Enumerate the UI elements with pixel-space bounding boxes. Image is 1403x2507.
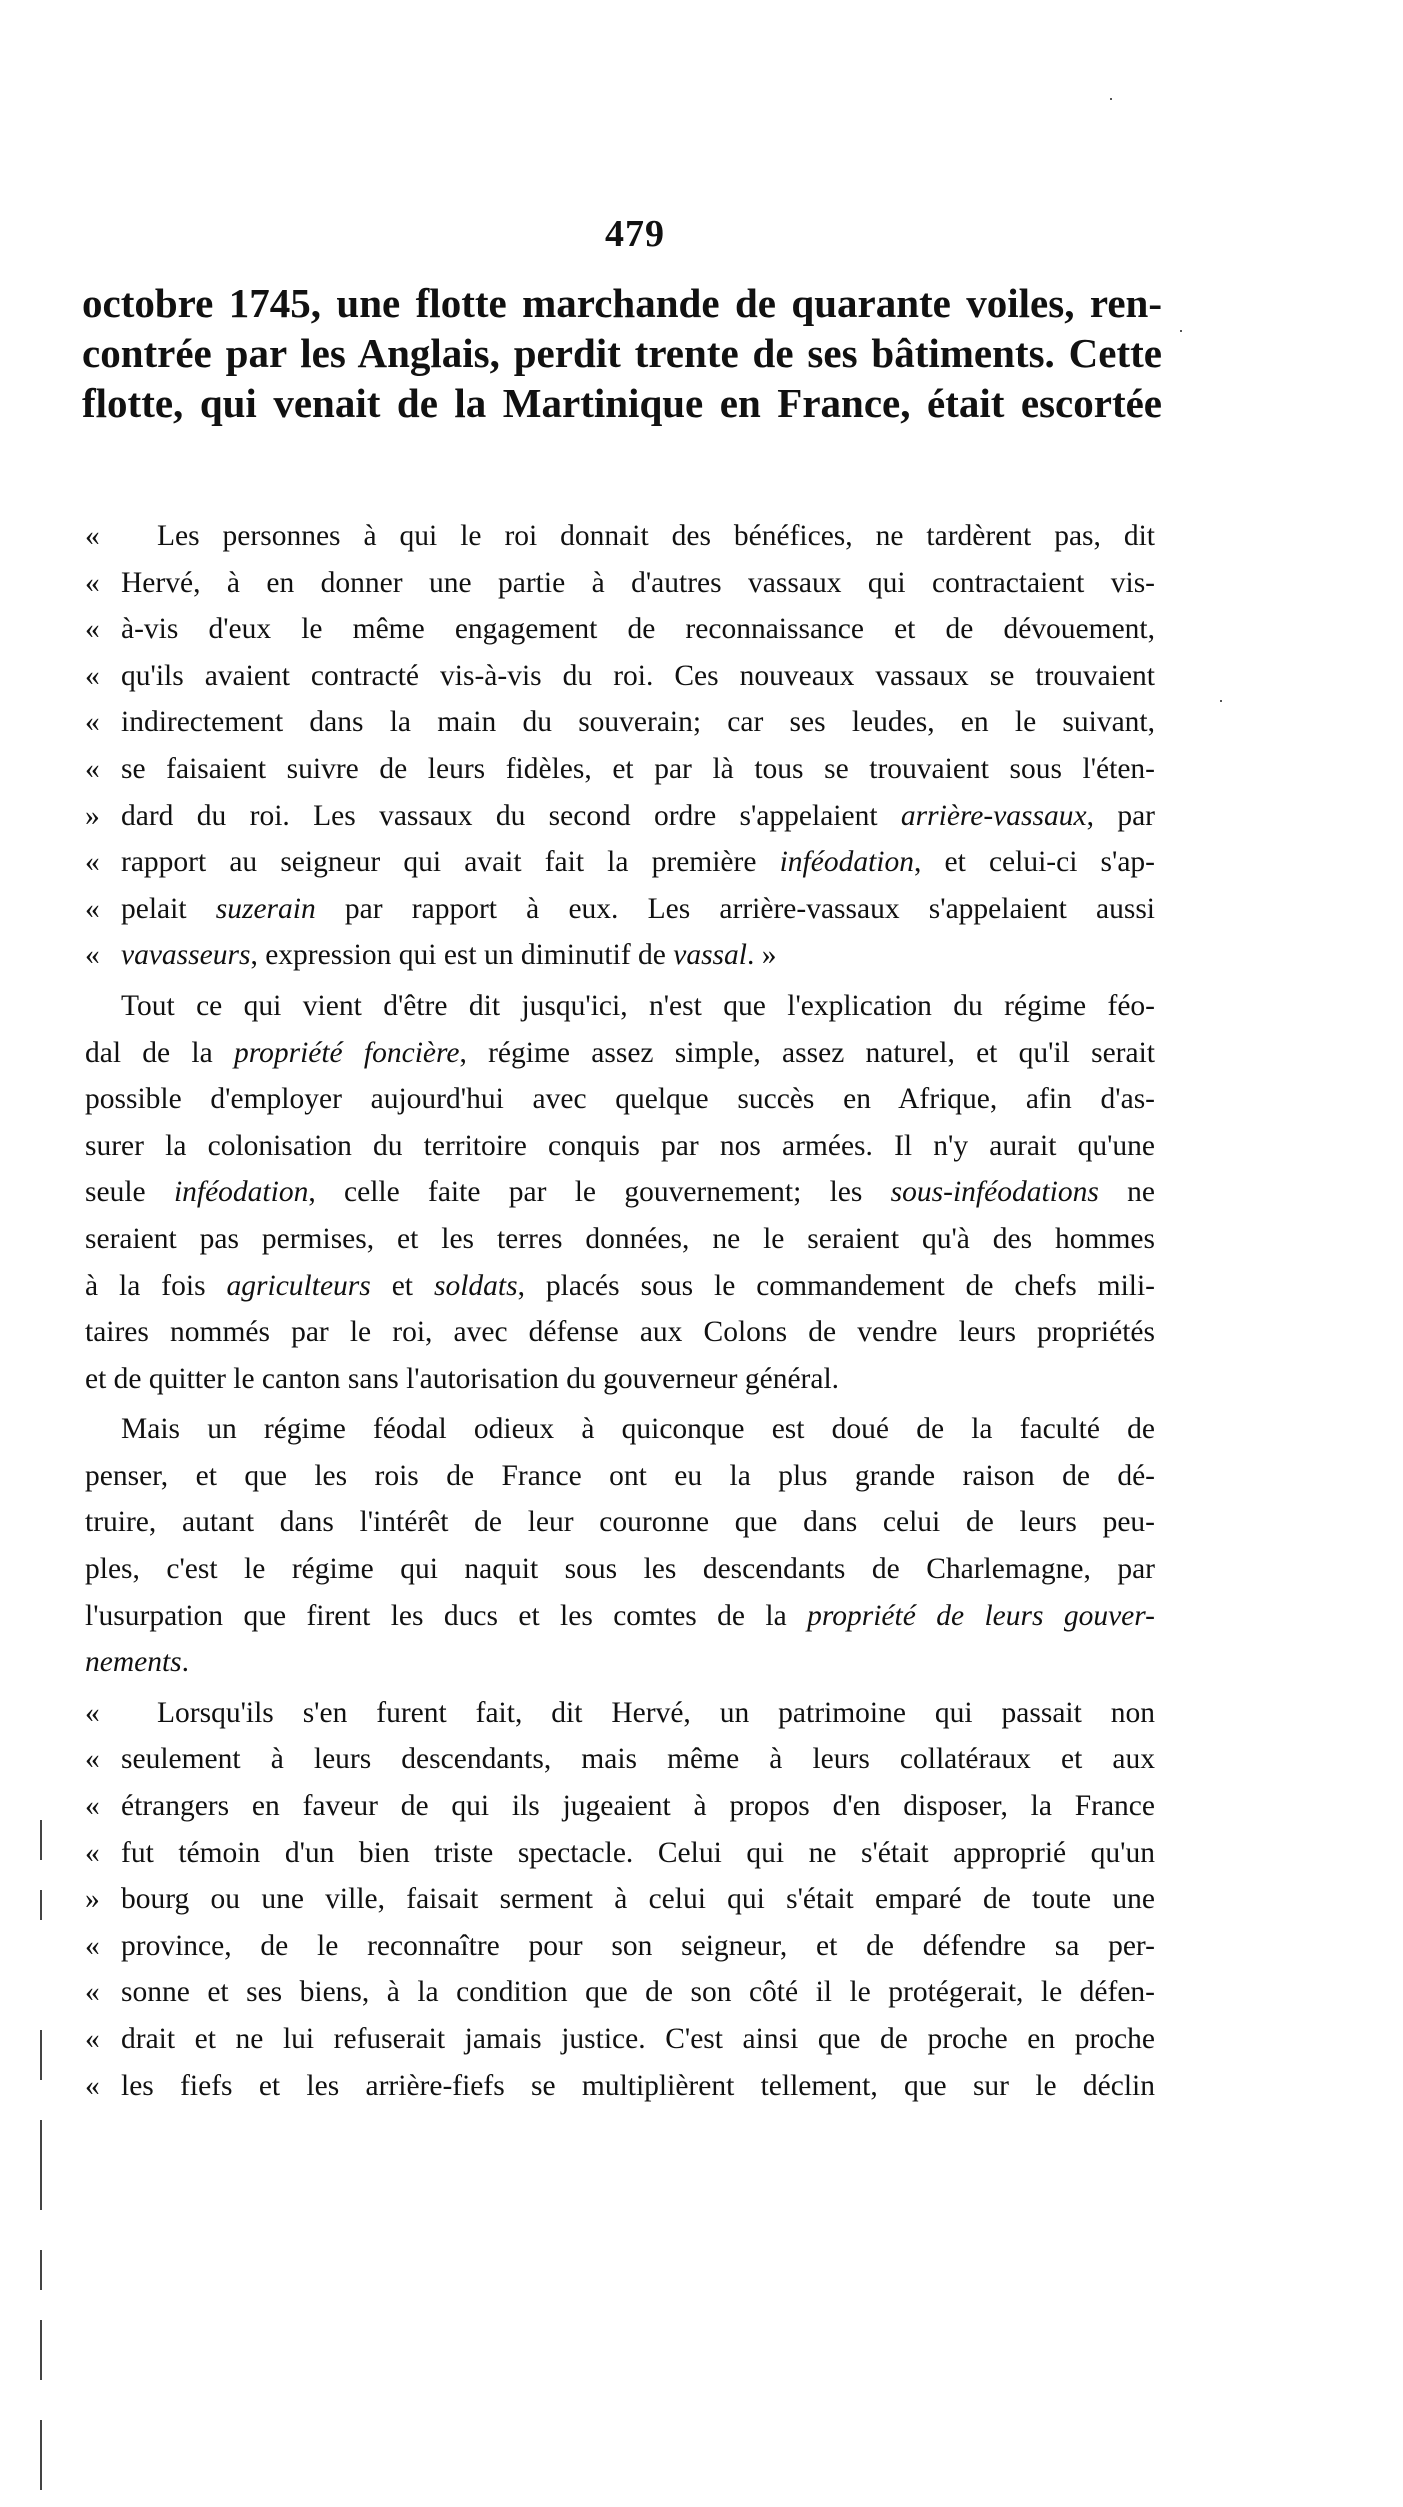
text-run: fut témoin d'un bien triste spectacle. Celui qui ne s'était approprié qu'un [121, 1836, 1155, 1869]
text-run: seule [85, 1176, 174, 1209]
italic-term: sous-inféodations [890, 1176, 1099, 1209]
lead-line: octobre 1745, une flotte marchande de quarante voiles, ren- [82, 280, 1162, 326]
text-run: ples, c'est le régime qui naquit sous les descendants de Charlemagne, par [85, 1553, 1155, 1586]
text-run: truire, autant dans l'intérêt de leur couronne que dans celui de leurs peu- [85, 1506, 1155, 1539]
scan-mark [40, 2420, 42, 2490]
quote-mark: « [85, 1790, 100, 1823]
text-line [85, 1546, 1155, 1593]
text-line [85, 1076, 1155, 1123]
text-run: seulement à leurs descendants, mais même à leurs collatéraux et aux [121, 1743, 1155, 1776]
scan-mark [40, 1890, 42, 1920]
text-line [85, 2016, 1155, 2063]
text-run: étrangers en faveur de qui ils jugeaient à propos d'en disposer, la France [121, 1790, 1155, 1823]
quote-mark: « [85, 892, 100, 925]
text-line [85, 839, 1155, 886]
quote-mark: « [85, 613, 100, 646]
text-run: Mais un régime féodal odieux à quiconque est doué de la faculté de [121, 1413, 1155, 1446]
quote-mark: « [85, 846, 100, 879]
text-run: dal de la [85, 1036, 234, 1069]
scan-mark [40, 2120, 42, 2210]
scan-speck [1110, 98, 1112, 100]
text-line [85, 1736, 1155, 1783]
text-run: par rapport à eux. Les arrière-vassaux s'appelaient aussi [315, 892, 1156, 925]
text-run: rapport au seigneur qui avait fait la première [121, 846, 780, 879]
italic-term: suzerain [215, 892, 316, 925]
text-run: pelait [121, 892, 216, 925]
italic-term: nements [85, 1646, 182, 1679]
text-line [85, 1453, 1155, 1500]
body-text [85, 513, 1155, 2113]
italic-term: vavasseurs [121, 939, 251, 972]
text-run: . » [746, 939, 777, 972]
text-run: se faisaient suivre de leurs fidèles, et par là tous se trouvaient sous l'éten- [121, 752, 1155, 785]
text-line [85, 1593, 1155, 1640]
text-line [85, 1123, 1155, 1170]
text-run: Hervé, à en donner une partie à d'autres vassaux qui contractaient vis- [121, 566, 1155, 599]
text-line [85, 653, 1155, 700]
quote-mark: « [85, 1836, 100, 1869]
text-run: dard du roi. Les vassaux du second ordre s'appelaient [121, 799, 901, 832]
text-line [85, 1309, 1155, 1356]
text-line [85, 1406, 1155, 1453]
text-run: Les personnes à qui le roi donnait des bénéfices, ne tardèrent pas, dit [157, 520, 1155, 552]
text-run: , par [1086, 799, 1156, 832]
text-run: indirectement dans la main du souverain; car ses leudes, en le suivant, [121, 706, 1155, 739]
italic-term: propriété foncière [233, 1036, 460, 1069]
text-line [85, 1499, 1155, 1546]
page-number: 479 [605, 213, 665, 255]
scan-mark [40, 1820, 42, 1860]
text-run: possible d'employer aujourd'hui avec quelque succès en Afrique, afin d'as- [85, 1083, 1155, 1116]
text-run: , et celui-ci s'ap- [913, 846, 1155, 879]
text-line [85, 1216, 1155, 1263]
text-run: l'usurpation que firent les ducs et les comtes de la [85, 1599, 808, 1632]
quote-mark: « [85, 1929, 100, 1962]
quote-mark: « [85, 2023, 100, 2055]
text-run: surer la colonisation du territoire conquis par nos armées. Il n'y aurait qu'une [85, 1129, 1155, 1162]
text-run: , placés sous le commandement de chefs mili- [517, 1269, 1155, 1302]
text-line [85, 1356, 1155, 1403]
italic-term: inféodation [779, 846, 914, 879]
text-line [85, 1690, 1155, 1737]
scan-speck [1220, 700, 1222, 702]
text-line [85, 1169, 1155, 1216]
text-run: drait et ne lui refuserait jamais justice. C'est ainsi que de proche en proche [121, 2023, 1155, 2055]
scan-mark [40, 2320, 42, 2380]
text-line [85, 1639, 1155, 1686]
text-run: et de quitter le canton sans l'autorisation du gouverneur général. [85, 1362, 840, 1395]
text-line [85, 1923, 1155, 1970]
quoted-paragraph [85, 513, 1155, 979]
text-line [85, 1969, 1155, 2016]
text-run: à-vis d'eux le même engagement de reconnaissance et de dévouement, [121, 613, 1155, 646]
text-run: à la fois [85, 1269, 227, 1302]
text-run: seraient pas permises, et les terres données, ne le seraient qu'à des hommes [85, 1222, 1155, 1255]
text-line [85, 1783, 1155, 1830]
scan-mark [40, 2030, 42, 2080]
quote-mark: « [85, 706, 100, 739]
quote-mark: « [85, 566, 100, 599]
text-run: penser, et que les rois de France ont eu la plus grande raison de dé- [85, 1459, 1155, 1492]
text-run: , régime assez simple, assez naturel, et qu'il serait [459, 1036, 1155, 1069]
quote-mark: « [85, 2069, 100, 2102]
text-line [85, 2063, 1155, 2110]
text-line [85, 746, 1155, 793]
text-run: . [181, 1646, 190, 1679]
text-line [85, 983, 1155, 1030]
scan-speck [1180, 330, 1182, 332]
body-paragraph [85, 1406, 1155, 1686]
text-line [85, 606, 1155, 653]
text-line [85, 1030, 1155, 1077]
text-line [85, 699, 1155, 746]
quote-mark: « [85, 1743, 100, 1776]
quote-mark: » [85, 799, 100, 832]
italic-term: vassal [673, 939, 747, 972]
text-run: Lorsqu'ils s'en furent fait, dit Hervé, un patrimoine qui passait non [157, 1696, 1155, 1729]
text-line [85, 1263, 1155, 1310]
text-line [85, 932, 1155, 979]
text-run: Tout ce qui vient d'être dit jusqu'ici, n'est que l'explication du régime féo- [121, 989, 1155, 1022]
text-line [85, 560, 1155, 607]
italic-term: agriculteurs [226, 1269, 371, 1302]
text-line [85, 886, 1155, 933]
text-run: taires nommés par le roi, avec défense aux Colons de vendre leurs propriétés [85, 1316, 1155, 1349]
text-run: ne [1098, 1176, 1155, 1209]
lead-line: flotte, qui venait de la Martinique en France, était escortée [82, 380, 1162, 426]
quote-mark: « [85, 752, 100, 785]
quote-mark: « [85, 939, 100, 972]
text-run: , celle faite par le gouvernement; les [308, 1176, 891, 1209]
quote-mark: « [85, 520, 108, 552]
quote-mark: » [85, 1883, 100, 1916]
text-run: sonne et ses biens, à la condition que de son côté il le protégerait, le défen- [121, 1976, 1155, 2009]
text-line [85, 1876, 1155, 1923]
italic-term: arrière-vassaux [900, 799, 1087, 832]
text-run: , expression qui est un diminutif de [250, 939, 674, 972]
text-line [85, 793, 1155, 840]
quoted-paragraph [85, 1690, 1155, 2109]
text-run: les fiefs et les arrière-fiefs se multiplièrent tellement, que sur le déclin [121, 2069, 1155, 2102]
text-line [85, 1830, 1155, 1877]
text-run: qu'ils avaient contracté vis-à-vis du roi. Ces nouveaux vassaux se trouvaient [121, 659, 1155, 692]
lead-paragraph [82, 278, 1162, 428]
scan-mark [40, 2250, 42, 2290]
quote-mark: « [85, 1976, 100, 2009]
text-line [85, 513, 1155, 560]
quote-mark: « [85, 659, 100, 692]
text-run: province, de le reconnaître pour son seigneur, et de défendre sa per- [121, 1929, 1155, 1962]
text-run: bourg ou une ville, faisait serment à celui qui s'était emparé de toute une [121, 1883, 1155, 1916]
scan-margin-marks [40, 1820, 43, 2500]
italic-term: propriété de leurs gouver- [807, 1599, 1155, 1632]
italic-term: soldats [433, 1269, 518, 1302]
lead-line: contrée par les Anglais, perdit trente de ses bâtiments. Cette [82, 330, 1162, 376]
body-paragraph [85, 983, 1155, 1402]
quote-mark: « [85, 1696, 108, 1729]
text-run: et [370, 1269, 434, 1302]
italic-term: inféodation [173, 1176, 309, 1209]
